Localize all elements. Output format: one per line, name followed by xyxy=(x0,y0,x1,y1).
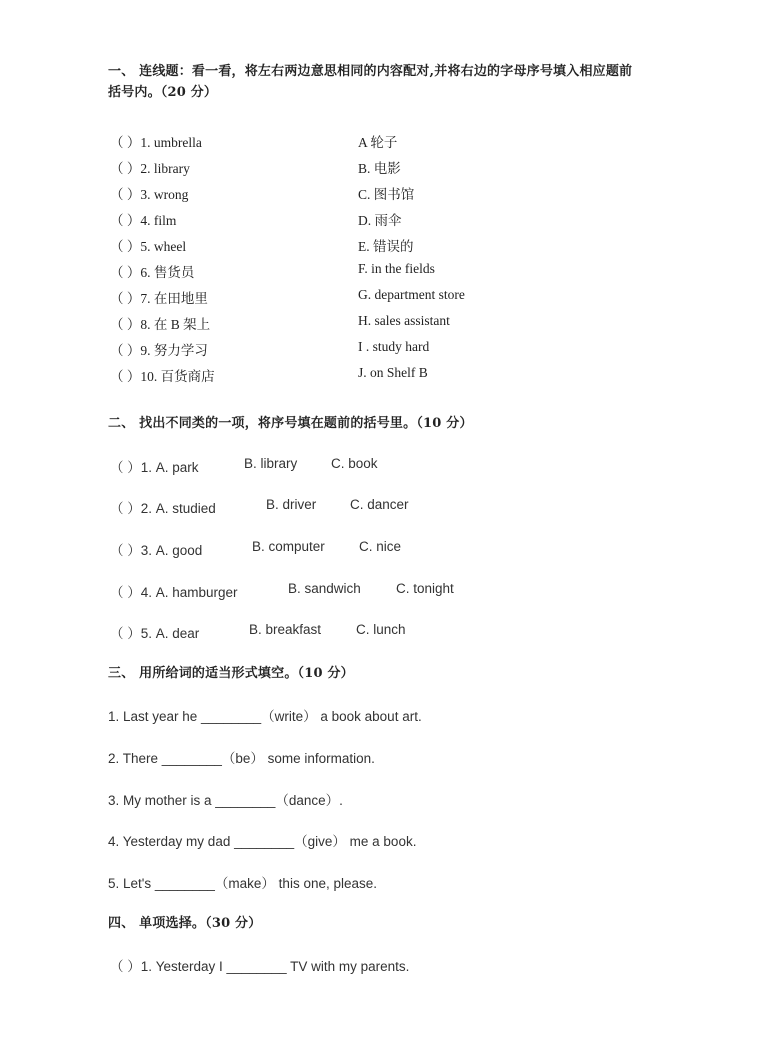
fill-blank-4: 4. Yesterday my dad ________（give） me a book. xyxy=(108,834,417,849)
choice-question-1: （ ）1. Yesterday I ________ TV with my parents. xyxy=(110,959,410,974)
section1-title-line2: 括号内。（20 分） xyxy=(108,85,218,100)
match-right-i: I . study hard xyxy=(358,339,430,354)
odd-one-out-3-a: （ ）3. A. good xyxy=(110,543,203,558)
section3-title: 三、 用所给词的适当形式填空。（10 分） xyxy=(108,666,354,681)
section2-title: 二、 找出不同类的一项，将序号填在题前的括号里。（10 分） xyxy=(108,416,473,431)
fill-blank-1: 1. Last year he ________（write） a book about art. xyxy=(108,709,422,724)
odd-one-out-1-b: B. library xyxy=(244,456,298,471)
match-left-9: （ ）9. 努力学习 xyxy=(110,343,208,358)
odd-one-out-5-c: C. lunch xyxy=(356,622,406,637)
section1-title-line1: 一、 连线题：看一看，将左右两边意思相同的内容配对,并将右边的字母序号填入相应题前 xyxy=(108,64,633,79)
match-left-1: （ ）1. umbrella xyxy=(110,135,202,150)
odd-one-out-2-a: （ ）2. A. studied xyxy=(110,501,216,516)
match-left-3: （ ）3. wrong xyxy=(110,187,189,202)
odd-one-out-1-c: C. book xyxy=(331,456,378,471)
fill-blank-3: 3. My mother is a ________（dance）. xyxy=(108,793,343,808)
match-right-g: G. department store xyxy=(358,287,465,302)
match-right-b: B. 电影 xyxy=(358,161,401,176)
odd-one-out-4-a: （ ）4. A. hamburger xyxy=(110,585,238,600)
match-left-8: （ ）8. 在 B 架上 xyxy=(110,317,211,332)
odd-one-out-4-c: C. tonight xyxy=(396,581,454,596)
match-left-5: （ ）5. wheel xyxy=(110,239,187,254)
match-left-2: （ ）2. library xyxy=(110,161,190,176)
match-right-c: C. 图书馆 xyxy=(358,187,415,202)
section4-title: 四、 单项选择。（30 分） xyxy=(108,916,262,931)
fill-blank-5: 5. Let's ________（make） this one, please. xyxy=(108,876,377,891)
odd-one-out-2-b: B. driver xyxy=(266,497,317,512)
odd-one-out-4-b: B. sandwich xyxy=(288,581,361,596)
match-left-10: （ ）10. 百货商店 xyxy=(110,369,215,384)
match-right-d: D. 雨伞 xyxy=(358,213,402,228)
match-left-6: （ ）6. 售货员 xyxy=(110,265,195,280)
odd-one-out-3-c: C. nice xyxy=(359,539,402,554)
match-left-4: （ ）4. film xyxy=(110,213,177,228)
odd-one-out-2-c: C. dancer xyxy=(350,497,409,512)
match-right-e: E. 错误的 xyxy=(358,239,414,254)
odd-one-out-5-b: B. breakfast xyxy=(249,622,322,637)
odd-one-out-5-a: （ ）5. A. dear xyxy=(110,626,200,641)
match-right-h: H. sales assistant xyxy=(358,313,450,328)
odd-one-out-1-a: （ ）1. A. park xyxy=(110,460,199,475)
match-left-7: （ ）7. 在田地里 xyxy=(110,291,208,306)
match-right-j: J. on Shelf B xyxy=(358,365,428,380)
match-right-a: A 轮子 xyxy=(358,135,398,150)
odd-one-out-3-b: B. computer xyxy=(252,539,325,554)
fill-blank-2: 2. There ________（be） some information. xyxy=(108,751,375,766)
match-right-f: F. in the fields xyxy=(358,261,435,276)
